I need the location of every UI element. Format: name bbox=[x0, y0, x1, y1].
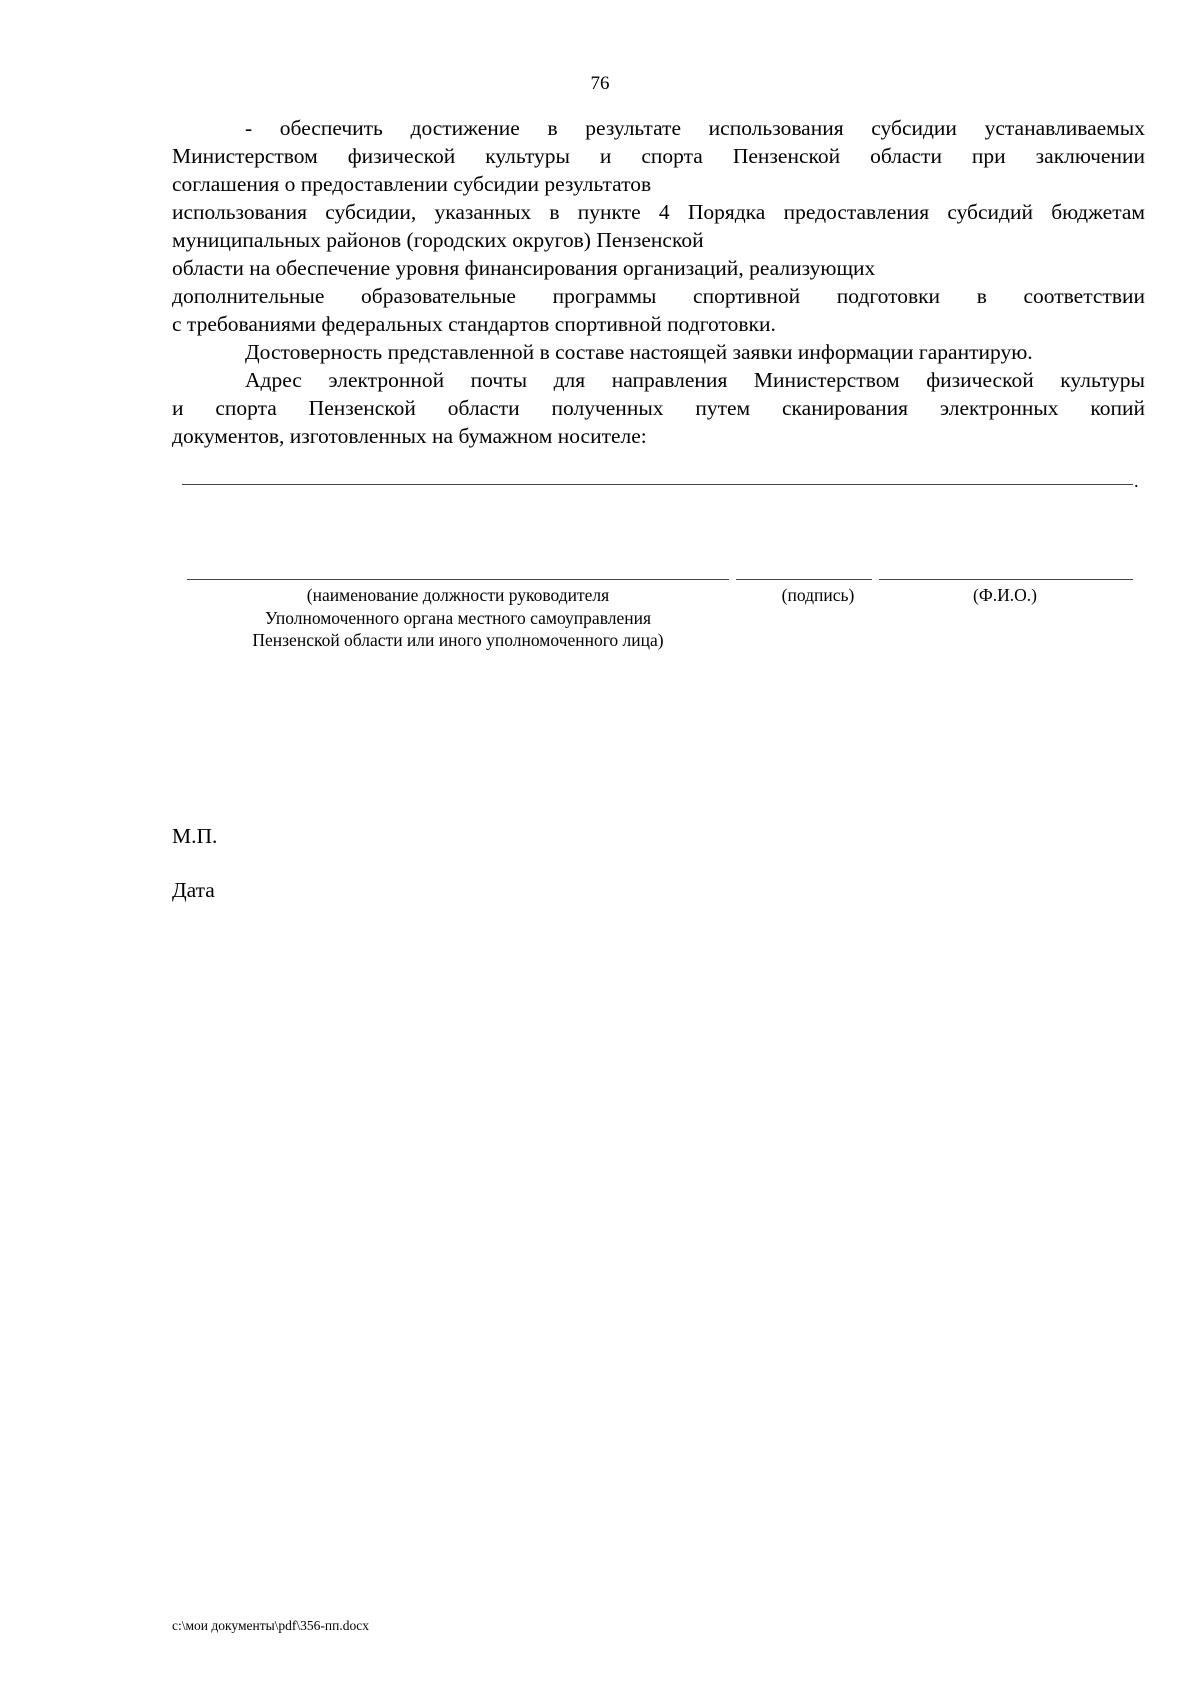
body-line: соглашения о предоставлении субсидии результатов bbox=[172, 172, 652, 196]
position-caption-line: (наименование должности руководителя bbox=[306, 585, 610, 605]
date-label: Дата bbox=[172, 878, 215, 902]
body-line: муниципальных районов (городских округов) Пензенской bbox=[172, 228, 704, 252]
footer-file-path: c:\мои документы\pdf\356-пп.docx bbox=[172, 1618, 369, 1633]
position-caption-line: Пензенской области или иного уполномоченного лица) bbox=[252, 630, 664, 650]
signature-blank-line[interactable] bbox=[736, 579, 872, 580]
stamp-label: М.П. bbox=[172, 824, 218, 848]
position-caption-line: Уполномоченного органа местного самоуправления bbox=[264, 607, 652, 628]
body-line: использования субсидии, указанных в пункте 4 Порядка предоставления субсидий бюджетам bbox=[172, 200, 1145, 224]
position-caption bbox=[187, 584, 729, 652]
body-line: Достоверность представленной в составе настоящей заявки информации гарантирую. bbox=[245, 340, 1033, 364]
document-body bbox=[172, 114, 1145, 450]
body-line: документов, изготовленных на бумажном носителе: bbox=[172, 424, 647, 448]
email-field-terminator: . bbox=[1134, 471, 1139, 491]
full-name-blank-line[interactable] bbox=[879, 579, 1133, 580]
full-name-caption: (Ф.И.О.) bbox=[973, 585, 1037, 605]
body-line: Адрес электронной почты для направления Министерством физической культуры bbox=[245, 368, 1145, 392]
position-blank-line[interactable] bbox=[187, 579, 729, 580]
body-line: с требованиями федеральных стандартов спортивной подготовки. bbox=[172, 312, 776, 336]
body-line: дополнительные образовательные программы спортивной подготовки в соответствии bbox=[172, 284, 1145, 308]
body-line: и спорта Пензенской области полученных путем сканирования электронных копий bbox=[172, 396, 1145, 420]
body-line: - обеспечить достижение в результате использования субсидии устанавливаемых bbox=[245, 116, 1145, 140]
email-blank-field[interactable] bbox=[182, 484, 1133, 485]
body-line: Министерством физической культуры и спорта Пензенской области при заключении bbox=[172, 144, 1145, 168]
signature-caption: (подпись) bbox=[781, 585, 855, 605]
page-number: 76 bbox=[590, 73, 610, 94]
body-line: области на обеспечение уровня финансирования организаций, реализующих bbox=[172, 256, 876, 280]
